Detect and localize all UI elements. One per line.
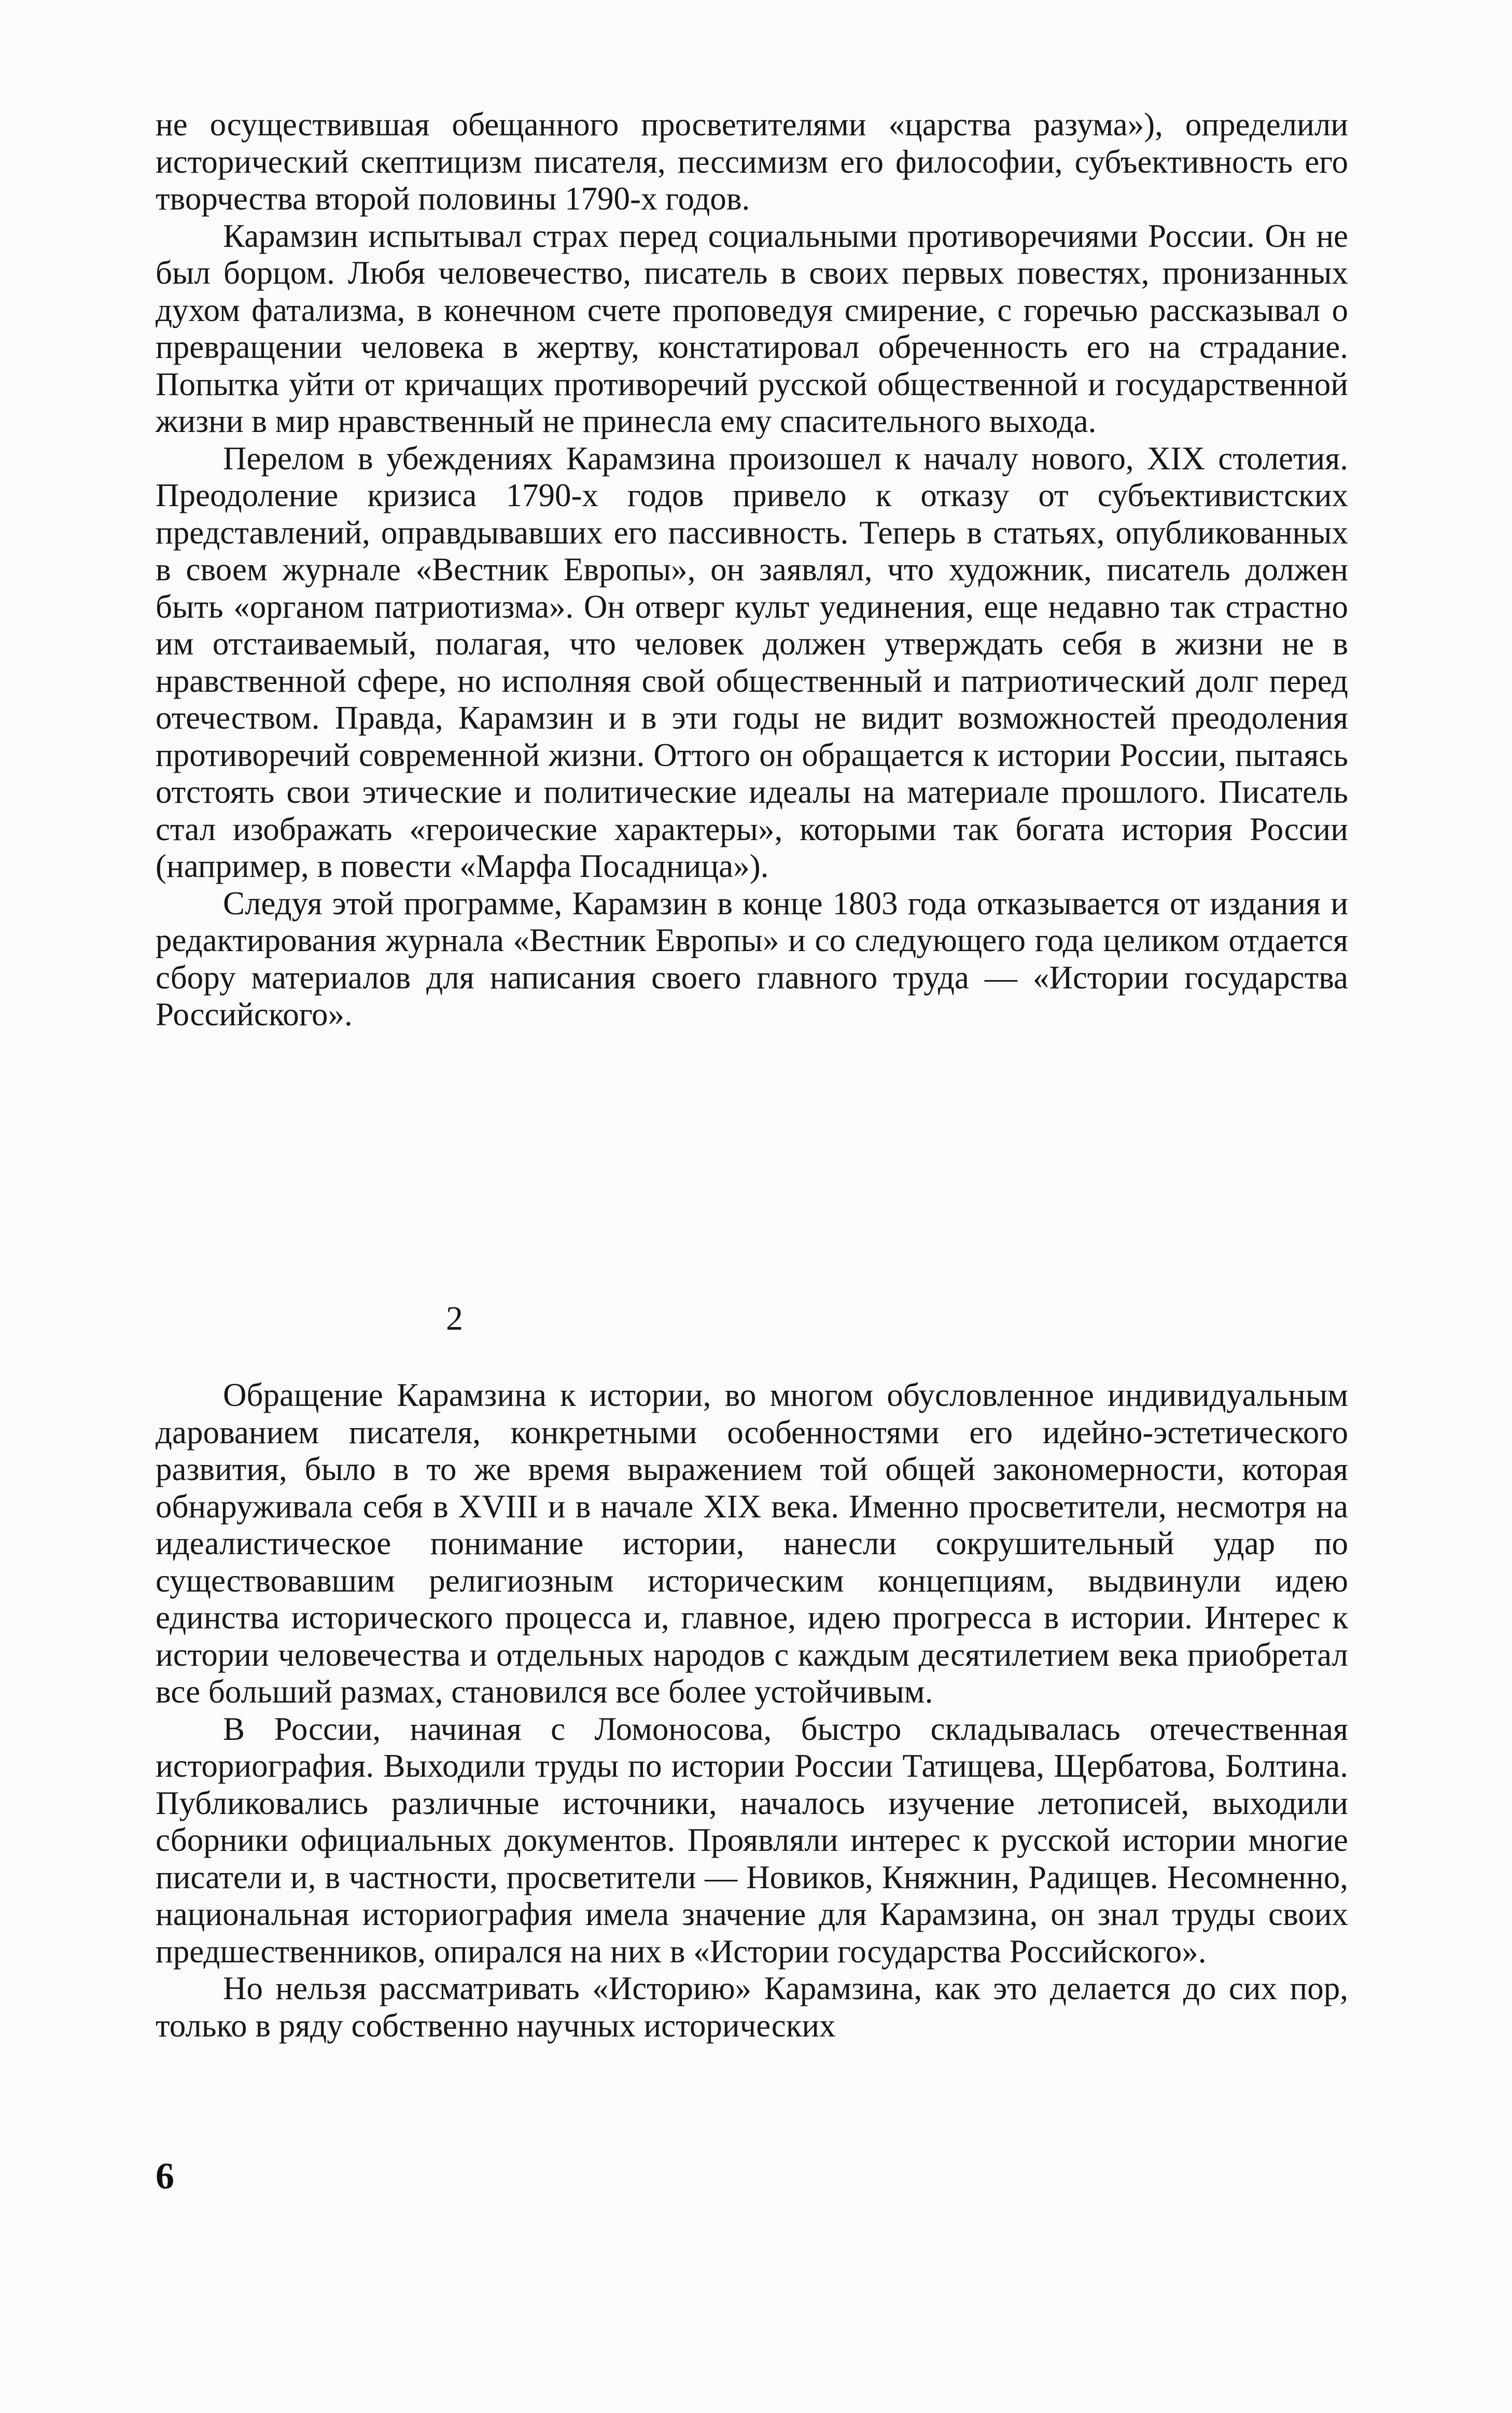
page-number: 6 [156, 2155, 174, 2197]
paragraph: В России, начиная с Ломоносова, быстро складывалась отечественная историография. Выходили труды по истории России Татищева, Щербатова, Болтина. Публиковались различные источники, началось изучение летописей, выходили сборники официальных документов. Проявляли интерес к русской истории многие писатели и, в частности, просветители — Новиков, Княжнин, Радищев. Несомненно, национальная историография имела значение для Карамзина, он знал труды своих предшественников, опирался на них в «Истории государства Российского». [156, 1710, 1348, 1970]
paragraph: Перелом в убеждениях Карамзина произошел к началу нового, XIX столетия. Преодоление кризиса 1790-х годов привело к отказу от субъективистских представлений, оправдывавших его пассивность. Теперь в статьях, опубликованных в своем журнале «Вестник Европы», он заявлял, что художник, писатель должен быть «органом патриотизма». Он отверг культ уединения, еще недавно так страстно им отстаиваемый, полагая, что человек должен утверждать себя в жизни не в нравственной сфере, но исполняя свой общественный и патриотический долг перед отечеством. Правда, Карамзин и в эти годы не видит возможностей преодоления противоречий современной жизни. Оттого он обращается к истории России, пытаясь отстоять свои этические и политические идеалы на материале прошлого. Писатель стал изображать «героические характеры», которыми так богата история России (например, в повести «Марфа Посадница»). [156, 440, 1348, 884]
paragraph: не осуществившая обещанного просветителями «царства разума»), определили исторический скептицизм писателя, пессимизм его философии, субъективность его творчества второй половины 1790-х годов. [156, 106, 1348, 217]
paragraph: Следуя этой программе, Карамзин в конце 1803 года отказывается от издания и редактирования журнала «Вестник Европы» и со следующего года целиком отдается сбору материалов для написания своего главного труда — «Истории государства Российского». [156, 885, 1348, 1033]
text-block-bottom [156, 1377, 1348, 2044]
text-block-top [156, 106, 1348, 1034]
paragraph: Но нельзя рассматривать «Историю» Карамзина, как это делается до сих пор, только в ряду собственно научных исторических [156, 1970, 1348, 2044]
paragraph: Обращение Карамзина к истории, во многом обусловленное индивидуальным дарованием писателя, конкретными особенностями его идейно-эстетического развития, было в то же время выражением той общей закономерности, которая обнаруживала себя в XVIII и в начале XIX века. Именно просветители, несмотря на идеалистическое понимание истории, нанесли сокрушительный удар по существовавшим религиозным историческим концепциям, выдвинули идею единства исторического процесса и, главное, идею прогресса в истории. Интерес к истории человечества и отдельных народов с каждым десятилетием века приобретал все больший размах, становился все более устойчивым. [156, 1377, 1348, 1710]
section-number: 2 [446, 1300, 463, 1337]
paragraph: Карамзин испытывал страх перед социальными противоречиями России. Он не был борцом. Любя человечество, писатель в своих первых повестях, пронизанных духом фатализма, в конечном счете проповедуя смирение, с горечью рассказывал о превращении человека в жертву, констатировал обреченность его на страдание. Попытка уйти от кричащих противоречий русской общественной и государственной жизни в мир нравственный не принесла ему спасительного выхода. [156, 217, 1348, 439]
